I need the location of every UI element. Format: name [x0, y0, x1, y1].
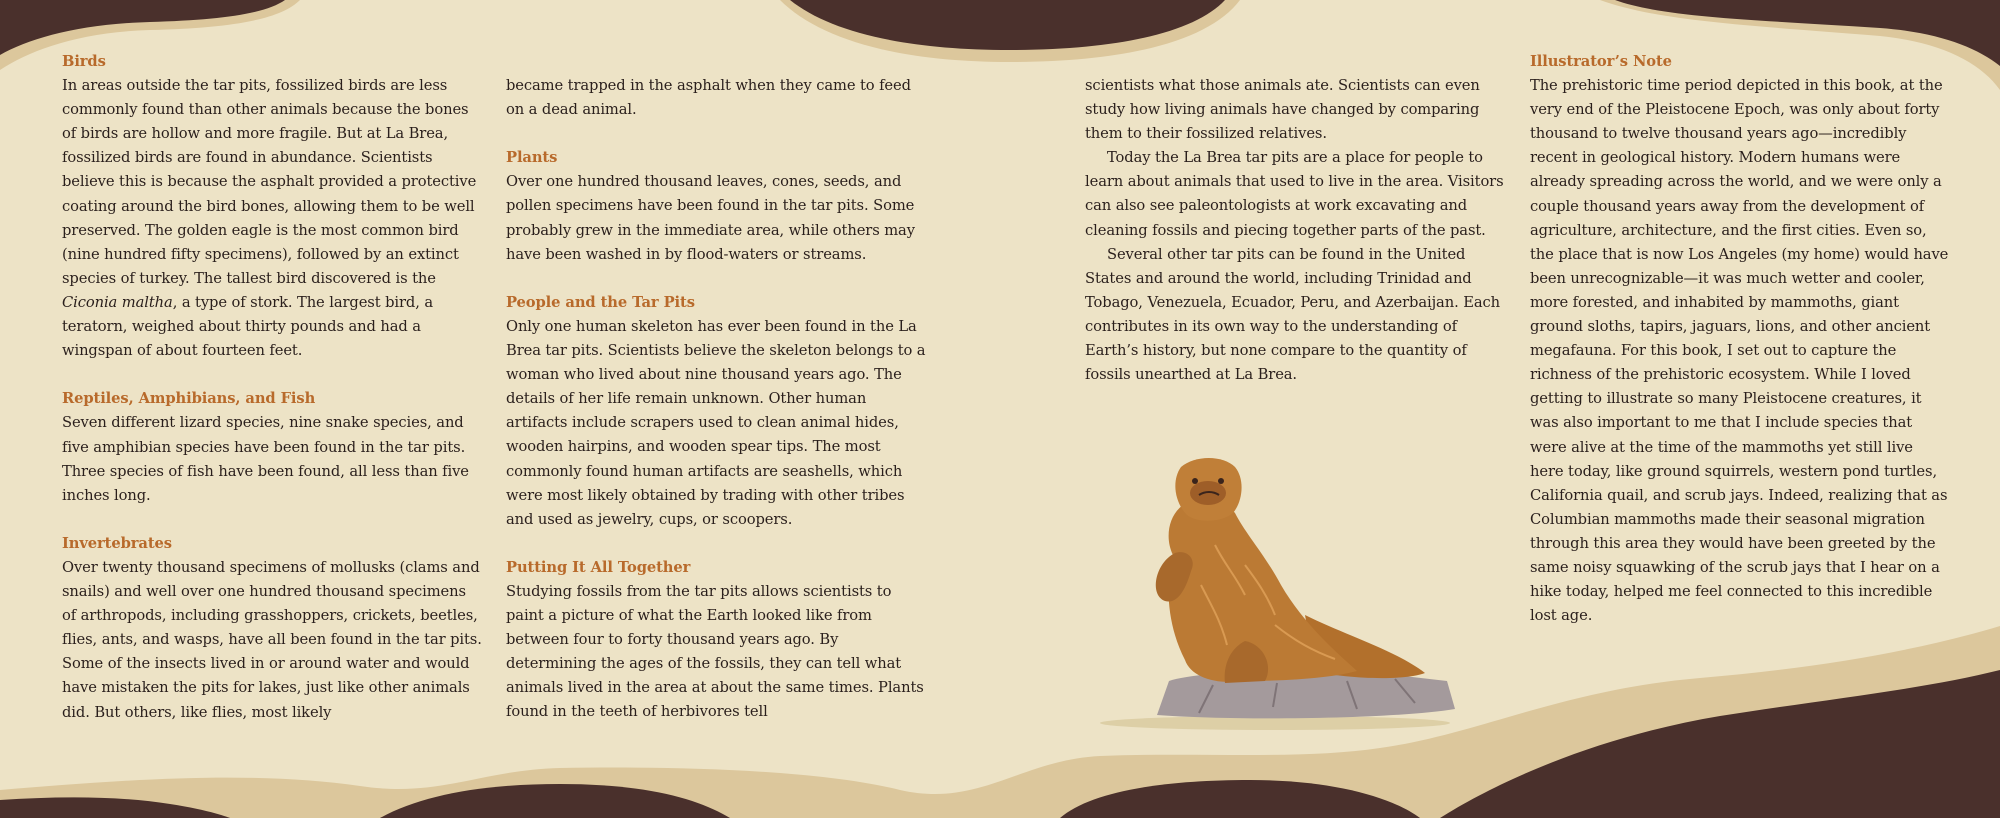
sloth-left-eye: [1192, 478, 1198, 484]
paragraph-birds: In areas outside the tar pits, fossilized birds are less commonly found than other animals because the bones of birds are hollow and more fragile. But at La Brea, fossilized birds are found in abundance. Scientists believe this is because the asphalt provided a protective coating around the bird bones, allowing them to be well preserved. The golden eagle is the most common bird (nine hundred fifty specimens), followed by an extinct species of turkey. The tallest bird discovered is the Ciconia maltha, a type of stork. The largest bird, a teratorn, weighed about thirty pounds and had a wingspan of about fourteen feet.: [62, 77, 477, 360]
left-page-column-2: [506, 74, 926, 725]
paragraph-people: Only one human skeleton has ever been found in the La Brea tar pits. Scientists believe the skeleton belongs to a woman who lived about nine thousand years ago. The details of her life remain unknown. Other human artifacts include scrapers used to clean animal hides, wooden hairpins, and wooden spear tips. The most commonly found human artifacts are seashells, which were most likely obtained by trading with other tribes and used as jewelry, cups, or scoopers.: [506, 317, 926, 528]
paragraph-illustrators-note: The prehistoric time period depicted in this book, at the very end of the Pleistocene Epoch, was only about forty thousand to twelve thousand years ago—incredibly recent in geological history. Modern humans were already spreading across the world, and we were only a couple thousand years away from the development of agriculture, architecture, and the first cities. Even so, the place that is now Los Angeles (my home) would have been unrecognizable—it was much wetter and cooler, more forested, and inhabited by mammoths, giant ground sloths, tapirs, jaguars, lions, and other ancient megafauna. For this book, I set out to capture the richness of the prehistoric ecosystem. While I loved getting to illustrate so many Pleistocene creatures, it was also important to me that I include species that were alive at the time of the mammoths yet still live here today, like ground squirrels, western pond turtles, California quail, and scrub jays. Indeed, realizing that as Columbian mammoths made their seasonal migration through this area they would have been greeted by the same noisy squawking of the scrub jays that I hear on a hike today, helped me feel connected to this incredible lost age.: [1530, 77, 1949, 625]
paragraph-today: Today the La Brea tar pits are a place for people to learn about animals that used to live in the area. Visitors can also see paleontologists at work excavating and cleaning fossils and piecing together parts of the past.: [1085, 149, 1504, 239]
paragraph-invertebrates: Over twenty thousand specimens of mollusks (clams and snails) and well over one hundred thousand specimens of arthropods, including grasshoppers, crickets, beetles, flies, ants, and wasps, have all been found in the tar pits. Some of the insects lived in or around water and would have mistaken the pits for lakes, just like other animals did. But others, like flies, most likely: [62, 558, 482, 721]
heading-invertebrates: Invertebrates: [62, 534, 172, 552]
heading-people-and-tar-pits: People and the Tar Pits: [506, 293, 695, 311]
heading-illustrators-note: Illustrator’s Note: [1530, 53, 1672, 70]
heading-putting-it-all-together: Putting It All Together: [506, 558, 691, 576]
paragraph-invertebrates-continued: became trapped in the asphalt when they came to feed on a dead animal.: [506, 77, 911, 119]
ground-sloth-statue-icon: [1095, 445, 1460, 735]
right-page-column-2: [1530, 50, 1950, 628]
heading-plants: Plants: [506, 149, 558, 167]
sloth-right-eye: [1218, 478, 1224, 484]
paragraph-putting-it-all-together: Studying fossils from the tar pits allows scientists to paint a picture of what the Earth looked like from between four to forty thousand years ago. By determining the ages of the fossils, they can tell what animals lived in the area at about the same times. Plants found in the teeth of herbivores tell: [506, 582, 924, 721]
paragraph-plants: Over one hundred thousand leaves, cones, seeds, and pollen specimens have been found in the tar pits. Some probably grew in the immediate area, while others may have been washed in by flood-waters or streams.: [506, 173, 915, 263]
paragraph-together-continued: scientists what those animals ate. Scientists can even study how living animals have changed by comparing them to their fossilized relatives.: [1085, 77, 1480, 143]
right-page-column-1: [1085, 74, 1505, 387]
heading-birds: Birds: [62, 53, 106, 70]
species-name: Ciconia maltha: [62, 293, 173, 311]
heading-reptiles-amphibians-fish: Reptiles, Amphibians, and Fish: [62, 390, 316, 408]
paragraph-other-tar-pits: Several other tar pits can be found in the United States and around the world, including Trinidad and Tobago, Venezuela, Ecuador, Peru, and Azerbaijan. Each contributes in its own way to the understanding of Earth’s history, but none compare to the quantity of fossils unearthed at La Brea.: [1085, 245, 1500, 384]
paragraph-reptiles: Seven different lizard species, nine snake species, and five amphibian species have been found in the tar pits. Three species of fish have been found, all less than five inches long.: [62, 414, 469, 504]
left-page-column-1: [62, 50, 482, 725]
